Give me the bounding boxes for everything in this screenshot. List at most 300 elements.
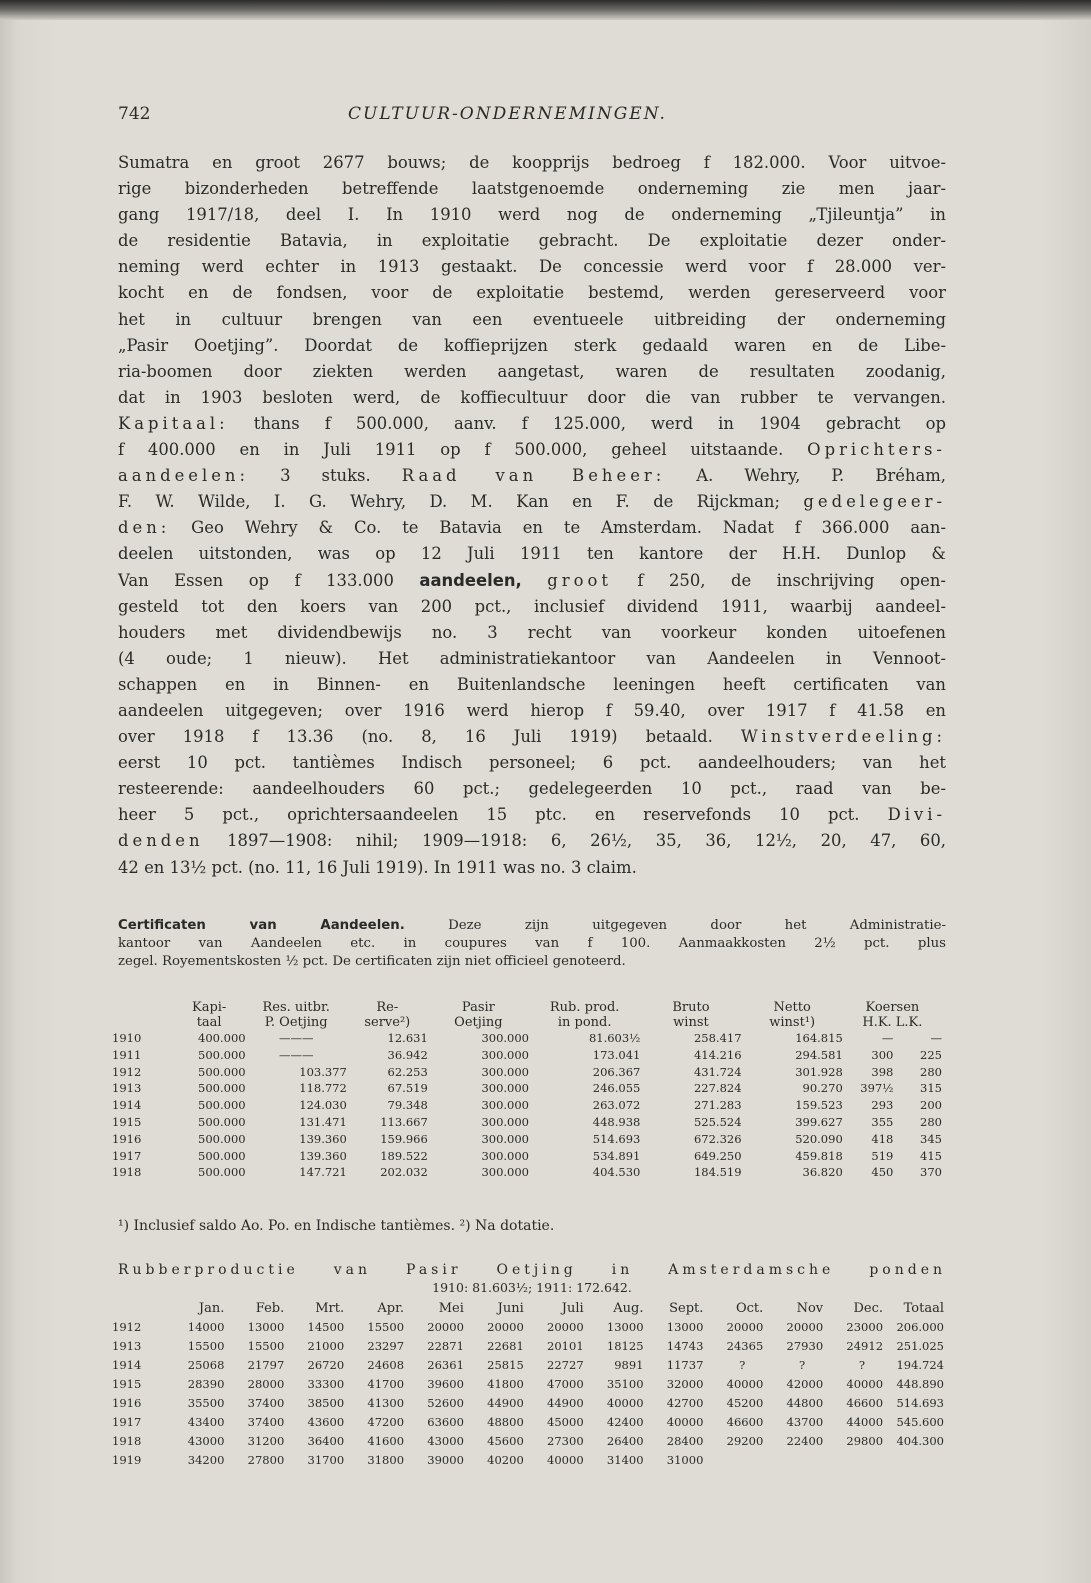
column-header: Res. uitbr. — [262, 1000, 330, 1015]
spaced-heading: Divi- — [887, 805, 946, 825]
table-cell: 206.367 — [592, 1064, 641, 1079]
table-row — [112, 1148, 942, 1165]
text-segment: heer 5 pct., oprichtersaandeelen 15 ptc. en reservefonds 10 pct. — [118, 805, 860, 825]
table-header-row — [112, 1015, 942, 1030]
text-line — [118, 568, 946, 594]
table-cell: 300.000 — [481, 1031, 529, 1045]
column-header: Juni — [497, 1301, 524, 1316]
table-cell: 355 — [871, 1114, 894, 1129]
row-year: 1911 — [112, 1047, 142, 1062]
table-cell: 345 — [920, 1131, 942, 1146]
table-cell: 519 — [871, 1148, 894, 1163]
column-header: winst¹) — [769, 1015, 816, 1030]
table-cell: 21000 — [307, 1339, 345, 1353]
table-cell: 44900 — [547, 1396, 584, 1410]
page-header — [118, 104, 946, 134]
table-cell: 118.772 — [299, 1081, 347, 1096]
table-cell: 159.523 — [795, 1098, 843, 1113]
text-segment: f 400.000 en in Juli 1911 op f 500.000, geheel uitstaande. — [118, 440, 784, 460]
table-cell: 450 — [871, 1165, 894, 1180]
table-cell: ——— — [278, 1047, 314, 1062]
table-cell: 33300 — [307, 1377, 345, 1391]
table-cell: 28400 — [666, 1434, 704, 1448]
row-year: 1915 — [112, 1114, 142, 1129]
column-header: P. Oetjing — [264, 1015, 328, 1030]
spaced-heading: Winstverdeeling: — [740, 727, 946, 747]
text-line: aandeelen uitgegeven; over 1916 werd hierop f 59.40, over 1917 f 41.58 en — [118, 700, 946, 720]
table-cell: 41700 — [367, 1377, 405, 1391]
spaced-heading: Raad van Beheer: — [401, 466, 666, 486]
column-header: Oct. — [735, 1301, 764, 1316]
text-line: deelen uitstonden, was op 12 Juli 1911 ten kantore der H.H. Dunlop & — [118, 544, 946, 564]
table-cell: 404.300 — [896, 1434, 944, 1448]
text-line: gesteld tot den koers van 200 pct., inclusief dividend 1911, waarbij aandeel- — [118, 596, 946, 616]
table-cell: 9891 — [614, 1358, 644, 1372]
column-header: Rub. prod. — [549, 1000, 620, 1015]
bold-heading: aandeelen, — [419, 570, 522, 590]
table-cell: 20000 — [786, 1320, 824, 1334]
table-cell: 23000 — [846, 1320, 884, 1334]
text-segment: 1897—1908: nihil; 1909—1918: 6, 26½, 35, 36, 12½, 20, 47, 60, — [203, 831, 946, 851]
table-cell: 39600 — [427, 1377, 464, 1391]
text-line: neming werd echter in 1913 gestaakt. De concessie werd voor f 28.000 ver- — [118, 257, 946, 277]
spaced-heading: aandeelen: — [118, 466, 250, 486]
text-line: 42 en 13½ pct. (no. 11, 16 Juli 1919). In 1911 was no. 3 claim. — [118, 857, 637, 877]
table-row — [112, 1413, 944, 1432]
financial-table — [112, 1000, 942, 1181]
text-line — [118, 724, 946, 750]
table-cell: ? — [858, 1358, 866, 1372]
table-cell: 29200 — [726, 1434, 764, 1448]
spaced-heading: Kapitaal: — [118, 413, 229, 433]
text-line: het in cultuur brengen van een eventueele uitbreiding der onderneming — [118, 309, 946, 329]
table-cell: 15500 — [187, 1339, 225, 1353]
table-cell: ? — [739, 1358, 746, 1372]
table-cell: 300.000 — [481, 1081, 529, 1096]
table-cell: 37400 — [247, 1415, 285, 1429]
table-cell: 246.055 — [592, 1081, 641, 1096]
table-cell: 189.522 — [380, 1148, 428, 1163]
table-cell: 14743 — [666, 1339, 704, 1353]
running-title: CULTUUR-ONDERNEMINGEN. — [348, 104, 667, 124]
table-cell: 431.724 — [693, 1064, 742, 1079]
table-cell: 13000 — [247, 1320, 285, 1334]
table-cell: 500.000 — [198, 1081, 246, 1096]
table-cell: 42400 — [606, 1415, 644, 1429]
text-segment: Deze zijn uitgegeven door het Administratie- — [404, 918, 946, 933]
table-cell: 40200 — [487, 1453, 524, 1467]
table-cell: 81.603½ — [588, 1031, 641, 1045]
table-footnote: ¹) Inclusief saldo Ao. Po. en Indische tantièmes. ²) Na dotatie. — [118, 1218, 555, 1234]
table-cell: 271.283 — [693, 1098, 742, 1113]
text-line: Sumatra en groot 2677 bouws; de koopprijs bedroeg f 182.000. Voor uitvoe- — [118, 153, 946, 172]
table-cell: 26400 — [606, 1434, 644, 1448]
column-header: Re- — [376, 1000, 399, 1015]
table-cell: 300.000 — [481, 1064, 529, 1079]
table-cell: 46600 — [846, 1396, 884, 1410]
table-cell: 42000 — [786, 1377, 824, 1391]
bold-heading: Certificaten van Aandeelen. — [118, 918, 405, 933]
table-cell: 300.000 — [481, 1131, 529, 1146]
text-line: gang 1917/18, deel I. In 1910 werd nog de onderneming „Tjileuntja” in — [118, 205, 946, 225]
table-cell: 500.000 — [198, 1148, 246, 1163]
row-year: 1912 — [112, 1320, 142, 1334]
table-cell: 47000 — [547, 1377, 584, 1391]
table-cell: 672.326 — [693, 1131, 742, 1146]
table-cell: 398 — [871, 1064, 894, 1079]
table-cell — [703, 1451, 763, 1470]
table-cell: 45600 — [487, 1434, 524, 1448]
table-cell: 21797 — [247, 1358, 285, 1372]
table-cell: 26720 — [307, 1358, 345, 1372]
column-header: Aug. — [613, 1301, 644, 1316]
text-line — [118, 437, 946, 463]
text-line: dat in 1903 besloten werd, de koffiecultuur door die van rubber te vervangen. — [118, 387, 946, 407]
table-cell: 139.360 — [299, 1131, 347, 1146]
table-cell: 545.600 — [896, 1415, 944, 1429]
text-segment: f 250, de inschrijving open- — [611, 570, 946, 590]
table-cell — [883, 1451, 944, 1470]
certificaten-paragraph — [118, 917, 946, 971]
table-cell: 520.090 — [795, 1131, 843, 1146]
table-cell: 649.250 — [693, 1148, 742, 1163]
table-cell: 20101 — [547, 1339, 584, 1353]
column-header: Koersen — [865, 1000, 920, 1015]
table-cell: 41600 — [367, 1434, 405, 1448]
table-row — [112, 1375, 944, 1394]
table-cell: 24912 — [846, 1339, 884, 1353]
table-cell: 13000 — [606, 1320, 644, 1334]
table-cell: 41300 — [367, 1396, 405, 1410]
table-cell: 404.530 — [592, 1165, 641, 1180]
table-cell: 13000 — [666, 1320, 704, 1334]
table-cell: 225 — [920, 1047, 942, 1062]
table-cell: 500.000 — [198, 1064, 246, 1079]
table-cell: 22727 — [547, 1358, 584, 1372]
table-cell: 258.417 — [693, 1031, 742, 1045]
table-cell: 24608 — [367, 1358, 405, 1372]
text-line: houders met dividendbewijs no. 3 recht van voorkeur konden uitoefenen — [118, 622, 946, 642]
table-cell: 28390 — [187, 1377, 225, 1391]
row-year: 1914 — [112, 1358, 142, 1372]
column-header: Oetjing — [454, 1015, 503, 1030]
column-header: Dec. — [853, 1301, 884, 1316]
text-line: rige bizonderheden betreffende laatstgenoemde onderneming zie men jaar- — [118, 179, 946, 199]
table-cell: 43000 — [187, 1434, 225, 1448]
table-title: Rubberproductie van Pasir Oetjing in Amsterdamsche ponden — [118, 1262, 946, 1278]
row-year: 1917 — [112, 1415, 142, 1429]
table-cell: 370 — [920, 1165, 942, 1180]
table-cell: 40000 — [606, 1396, 644, 1410]
table-cell: 31000 — [666, 1453, 704, 1467]
table-cell: 24365 — [726, 1339, 764, 1353]
table-cell: 164.815 — [795, 1031, 843, 1045]
table-cell: 500.000 — [198, 1131, 246, 1146]
table-cell: 22681 — [487, 1339, 524, 1353]
table-cell: 300.000 — [481, 1114, 529, 1129]
table-cell: 29800 — [846, 1434, 884, 1448]
table-cell: — — [930, 1031, 942, 1045]
table-row — [112, 1030, 942, 1047]
column-header: Mrt. — [315, 1301, 345, 1316]
table-cell: 23297 — [367, 1339, 405, 1353]
table-cell: 27300 — [547, 1434, 584, 1448]
table-cell: 40000 — [547, 1453, 584, 1467]
spaced-heading: den: — [118, 518, 171, 538]
table-cell: 31800 — [367, 1453, 405, 1467]
table-cell: 206.000 — [896, 1320, 944, 1334]
column-header: taal — [196, 1015, 222, 1030]
table-cell: 131.471 — [299, 1114, 347, 1129]
column-header: Netto — [773, 1000, 811, 1015]
row-year: 1913 — [112, 1339, 142, 1353]
column-header — [112, 1015, 173, 1030]
table-cell: 25068 — [187, 1358, 225, 1372]
table-cell: 36400 — [307, 1434, 345, 1448]
table-cell: 147.721 — [299, 1165, 347, 1180]
text-line: kocht en de fondsen, voor de exploitatie bestemd, werden gereserveerd voor — [118, 283, 946, 303]
table-cell: 35100 — [606, 1377, 644, 1391]
table-cell: 40000 — [666, 1415, 704, 1429]
table-row — [112, 1114, 942, 1131]
table-cell: 22871 — [427, 1339, 464, 1353]
row-year: 1917 — [112, 1148, 142, 1163]
table-cell: 15500 — [247, 1339, 285, 1353]
table-cell: 43600 — [307, 1415, 345, 1429]
body-text — [118, 150, 946, 881]
table-cell: 20000 — [427, 1320, 464, 1334]
text-line: kantoor van Aandeelen etc. in coupures van f 100. Aanmaakkosten 2½ pct. plus — [118, 936, 946, 951]
table-cell: 12.631 — [387, 1031, 428, 1045]
text-line — [118, 917, 946, 935]
text-segment: 3 stuks. — [249, 466, 371, 486]
spaced-heading: groot — [547, 570, 612, 590]
table-cell: ? — [798, 1358, 806, 1372]
row-year: 1910 — [112, 1031, 142, 1045]
table-cell: 414.216 — [693, 1047, 742, 1062]
row-year: 1915 — [112, 1377, 142, 1391]
table-cell: 500.000 — [198, 1165, 246, 1180]
table-cell: 67.519 — [387, 1081, 428, 1096]
table-row — [112, 1356, 944, 1375]
table-subtitle: 1910: 81.603½; 1911: 172.642. — [432, 1280, 632, 1295]
table-cell: 301.928 — [795, 1064, 843, 1079]
table-row — [112, 1337, 944, 1356]
column-header: Juli — [561, 1301, 584, 1316]
row-year: 1913 — [112, 1081, 142, 1096]
table-cell: 300 — [871, 1047, 894, 1062]
table-cell: 400.000 — [198, 1031, 246, 1045]
spaced-heading: denden — [118, 831, 204, 851]
text-line: schappen en in Binnen- en Buitenlandsche leeningen heeft certificaten van — [118, 674, 946, 694]
table-cell: 280 — [920, 1114, 942, 1129]
text-segment: thans f 500.000, aanv. f 125.000, werd in 1904 gebracht op — [228, 413, 946, 433]
table-cell: 39000 — [427, 1453, 464, 1467]
table-header-row — [112, 1300, 944, 1318]
table-cell: 22400 — [786, 1434, 824, 1448]
table-cell: 415 — [920, 1148, 942, 1163]
table-row — [112, 1164, 942, 1181]
table-cell: 448.890 — [896, 1377, 944, 1391]
table-row — [112, 1318, 944, 1337]
table-cell: 500.000 — [198, 1114, 246, 1129]
text-line — [118, 802, 946, 828]
text-segment: Van Essen op f 133.000 — [118, 570, 394, 590]
row-year: 1916 — [112, 1131, 142, 1146]
text-line — [118, 411, 946, 437]
scan-top-edge — [0, 0, 1091, 20]
column-header — [112, 1300, 158, 1318]
text-line: ria-boomen door ziekten werden aangetast, waren de resultaten zoodanig, — [118, 361, 946, 381]
table-cell: 534.891 — [592, 1148, 641, 1163]
rubber-production-table — [112, 1300, 944, 1470]
table-cell: 44000 — [846, 1415, 884, 1429]
table-cell: 20000 — [487, 1320, 524, 1334]
table-cell: 40000 — [846, 1377, 884, 1391]
table-cell: 63600 — [427, 1415, 464, 1429]
column-header: Jan. — [198, 1301, 225, 1316]
text-segment: F. W. Wilde, I. G. Wehry, D. M. Kan en F. de Rijckman; — [118, 492, 780, 512]
table-row — [112, 1131, 942, 1148]
table-cell: 18125 — [606, 1339, 644, 1353]
table-cell: 448.938 — [592, 1114, 641, 1129]
column-header: Kapi- — [191, 1000, 227, 1015]
table-row — [112, 1080, 942, 1097]
table-cell: 43400 — [187, 1415, 225, 1429]
table-cell: 28000 — [247, 1377, 285, 1391]
table-row — [112, 1064, 942, 1081]
table-cell: 300.000 — [481, 1098, 529, 1113]
column-header: Sept. — [669, 1301, 704, 1316]
row-year: 1918 — [112, 1165, 142, 1180]
table-cell: 194.724 — [896, 1358, 944, 1372]
table-cell: 38500 — [307, 1396, 345, 1410]
table-cell: 514.693 — [592, 1131, 641, 1146]
table-cell: 44900 — [487, 1396, 524, 1410]
table-cell: 20000 — [726, 1320, 764, 1334]
table-cell: 34200 — [187, 1453, 225, 1467]
text-line — [118, 463, 946, 489]
table-cell: 27800 — [247, 1453, 285, 1467]
table-cell: 45200 — [726, 1396, 764, 1410]
table-cell: 227.824 — [693, 1081, 742, 1096]
text-line: „Pasir Ooetjing”. Doordat de koffieprijzen sterk gedaald waren en de Libe- — [118, 335, 946, 355]
table-cell: 397½ — [860, 1081, 894, 1096]
table-cell: 15500 — [367, 1320, 405, 1334]
table-header-row — [112, 1000, 942, 1015]
table-cell: 11737 — [666, 1358, 704, 1372]
text-line: (4 oude; 1 nieuw). Het administratiekantoor van Aandeelen in Vennoot- — [118, 648, 946, 668]
table-cell: 113.667 — [380, 1114, 428, 1129]
column-header: Mei — [438, 1301, 464, 1316]
text-line — [118, 515, 946, 541]
text-segment: A. Wehry, P. Bréham, — [665, 466, 946, 486]
table-cell: 47200 — [367, 1415, 405, 1429]
text-line: zegel. Royementskosten ½ pct. De certificaten zijn niet officieel genoteerd. — [118, 954, 626, 969]
column-header: Feb. — [255, 1301, 285, 1316]
table-cell: 48800 — [487, 1415, 524, 1429]
table-cell: 139.360 — [299, 1148, 347, 1163]
table-cell — [763, 1451, 823, 1470]
table-cell: 300.000 — [481, 1148, 529, 1163]
table-cell: 300.000 — [481, 1047, 529, 1062]
text-segment: Geo Wehry & Co. te Batavia en te Amsterdam. Nadat f 366.000 aan- — [170, 518, 946, 538]
table-cell: 459.818 — [795, 1148, 843, 1163]
spaced-heading: Oprichters- — [807, 440, 946, 460]
table-cell: 31400 — [606, 1453, 644, 1467]
table-cell: 31200 — [247, 1434, 285, 1448]
table-cell: 43000 — [427, 1434, 464, 1448]
table-cell: 36.820 — [802, 1165, 843, 1180]
column-header: Bruto — [672, 1000, 710, 1015]
text-line — [118, 489, 946, 515]
table-cell: 27930 — [786, 1339, 824, 1353]
column-header: Nov — [796, 1301, 824, 1316]
table-cell: — — [881, 1031, 894, 1045]
column-header: H.K. L.K. — [862, 1015, 923, 1030]
table-cell: 46600 — [726, 1415, 764, 1429]
row-year: 1919 — [112, 1453, 142, 1467]
text-line: resteerende: aandeelhouders 60 pct.; gedelegeerden 10 pct., raad van be- — [118, 779, 946, 799]
table-cell: 500.000 — [198, 1098, 246, 1113]
table-cell: 159.966 — [380, 1131, 428, 1146]
table-cell: 263.072 — [592, 1098, 641, 1113]
table-cell: 251.025 — [896, 1339, 944, 1353]
table-cell: 173.041 — [592, 1047, 641, 1062]
table-cell: 399.627 — [795, 1114, 843, 1129]
column-header: serve²) — [364, 1015, 411, 1030]
table-cell: 90.270 — [802, 1081, 843, 1096]
table-cell — [823, 1451, 883, 1470]
table-cell: 514.693 — [896, 1396, 944, 1410]
column-header: Totaal — [903, 1301, 944, 1316]
table-cell: 20000 — [547, 1320, 584, 1334]
table-cell: 44800 — [786, 1396, 824, 1410]
text-line: de residentie Batavia, in exploitatie gebracht. De exploitatie dezer onder- — [118, 231, 946, 251]
column-header — [112, 1000, 173, 1015]
row-year: 1914 — [112, 1098, 142, 1113]
table-cell: 26361 — [427, 1358, 464, 1372]
table-cell: 52600 — [427, 1396, 464, 1410]
text-line — [118, 828, 946, 854]
table-cell: 42700 — [666, 1396, 704, 1410]
row-year: 1912 — [112, 1064, 142, 1079]
table-cell: 300.000 — [481, 1165, 529, 1180]
row-year: 1916 — [112, 1396, 142, 1410]
table-cell: 294.581 — [795, 1047, 843, 1062]
column-header: winst — [673, 1015, 709, 1030]
table-cell: 40000 — [726, 1377, 764, 1391]
table-cell: 14500 — [307, 1320, 345, 1334]
column-header: Apr. — [377, 1301, 405, 1316]
table-cell: 25815 — [487, 1358, 524, 1372]
table-cell: 293 — [871, 1098, 894, 1113]
table-cell: 45000 — [547, 1415, 584, 1429]
row-year: 1918 — [112, 1434, 142, 1448]
table-cell: 184.519 — [693, 1165, 742, 1180]
table-cell: 315 — [920, 1081, 942, 1096]
column-header: in pond. — [557, 1015, 612, 1030]
column-header: Pasir — [461, 1000, 495, 1015]
table-cell: 500.000 — [198, 1047, 246, 1062]
table-cell: 202.032 — [380, 1165, 428, 1180]
table-cell: 43700 — [786, 1415, 824, 1429]
table-row — [112, 1432, 944, 1451]
table-cell: 200 — [920, 1098, 942, 1113]
table-cell: 280 — [920, 1064, 942, 1079]
table-cell: 37400 — [247, 1396, 285, 1410]
table-row — [112, 1394, 944, 1413]
